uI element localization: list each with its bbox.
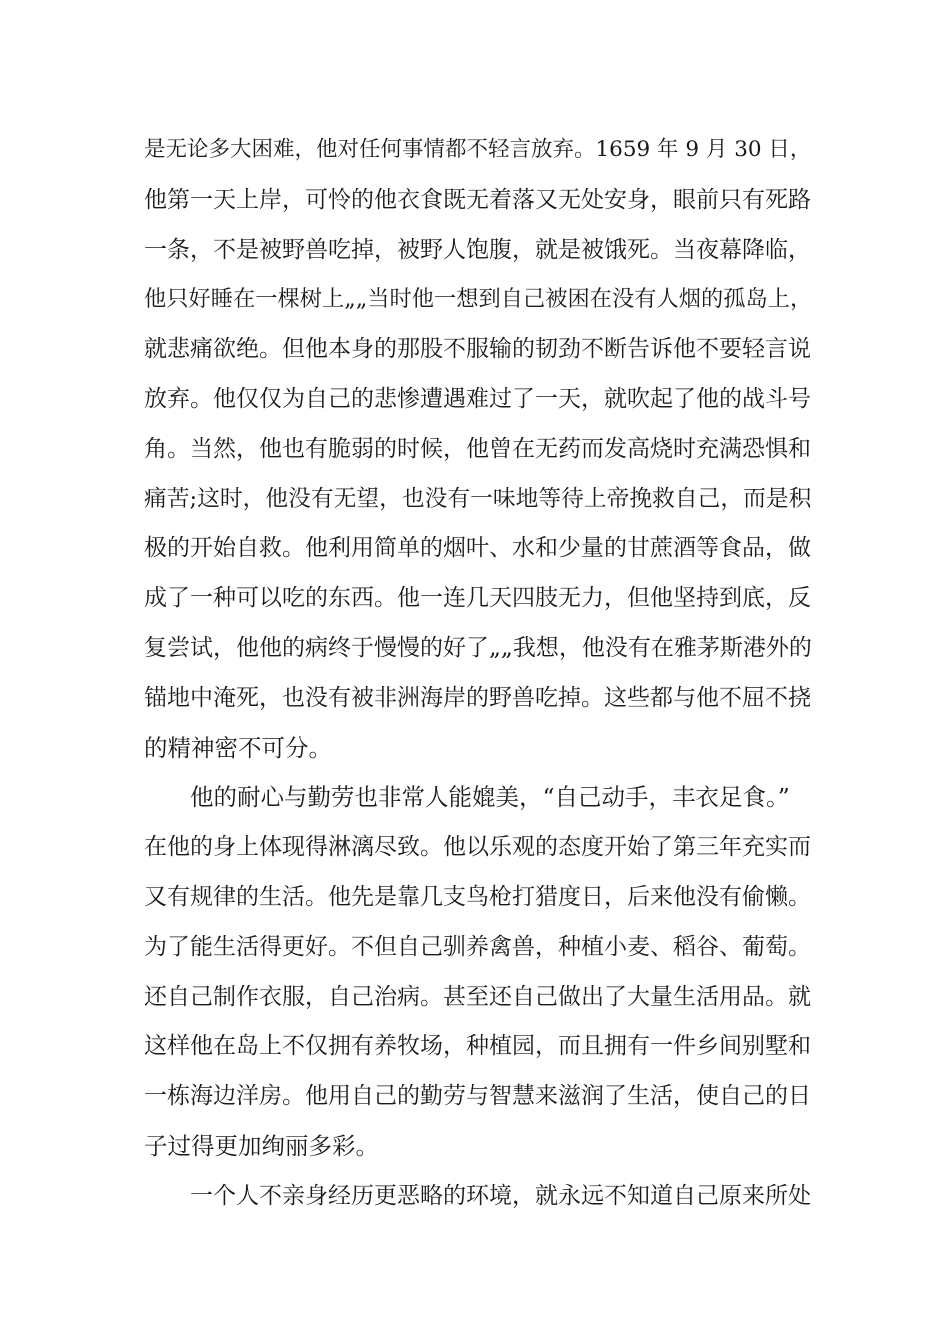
- text-line: 一栋海边洋房。他用自己的勤劳与智慧来滋润了生活，使自己的日: [144, 1083, 811, 1110]
- text-line: 一条，不是被野兽吃掉，被野人饱腹，就是被饿死。当夜幕降临，: [144, 236, 811, 263]
- text-line: 成了一种可以吃的东西。他一连几天四肢无力，但他坚持到底，反: [144, 585, 811, 612]
- paragraph: [144, 1174, 812, 1224]
- text-line: 他第一天上岸，可怜的他衣食既无着落又无处安身，眼前只有死路: [144, 186, 811, 213]
- text-line: 的精神密不可分。: [144, 733, 332, 762]
- paragraph: [144, 128, 812, 775]
- text-line: 痛苦;这时，他没有无望，也没有一味地等待上帝挽救自己，而是积: [144, 485, 812, 512]
- text-line: 放弃。他仅仅为自己的悲惨遭遇难过了一天，就吹起了他的战斗号: [144, 385, 811, 412]
- text-line: 为了能生活得更好。不但自己驯养禽兽，种植小麦、稻谷、葡萄。: [144, 933, 811, 960]
- text-line: 又有规律的生活。他先是靠几支鸟枪打猎度日，后来他没有偷懒。: [144, 883, 811, 910]
- text-line: 一个人不亲身经历更恶略的环境，就永远不知道自己原来所处: [190, 1182, 811, 1209]
- text-line: 子过得更加绚丽多彩。: [144, 1131, 379, 1160]
- text-line: 复尝试，他他的病终于慢慢的好了„„我想，他没有在雅茅斯港外的: [144, 634, 812, 661]
- text-line: 是无论多大困难，他对任何事情都不轻言放弃。1659 年 9 月 30 日，: [144, 137, 812, 162]
- paragraph: [144, 775, 812, 1173]
- text-line: 锚地中淹死，也没有被非洲海岸的野兽吃掉。这些都与他不屈不挠: [144, 684, 811, 711]
- text-line: 在他的身上体现得淋漓尽致。他以乐观的态度开始了第三年充实而: [144, 834, 811, 861]
- text-line: 还自己制作衣服，自己治病。甚至还自己做出了大量生活用品。就: [144, 983, 811, 1010]
- text-line: 极的开始自救。他利用简单的烟叶、水和少量的甘蔗酒等食品，做: [144, 535, 811, 562]
- body-text: [144, 128, 812, 1224]
- text-line: 这样他在岛上不仅拥有养牧场，种植园，而且拥有一件乡间别墅和: [144, 1033, 811, 1060]
- text-line: 他只好睡在一棵树上„„当时他一想到自己被困在没有人烟的孤岛上，: [144, 286, 813, 313]
- text-line: 就悲痛欲绝。但他本身的那股不服输的韧劲不断告诉他不要轻言说: [144, 336, 811, 363]
- text-line: 他的耐心与勤劳也非常人能媲美，“自己动手，丰衣足食。”: [190, 783, 790, 812]
- text-line: 角。当然，他也有脆弱的时候，他曾在无药而发高烧时充满恐惧和: [144, 435, 811, 462]
